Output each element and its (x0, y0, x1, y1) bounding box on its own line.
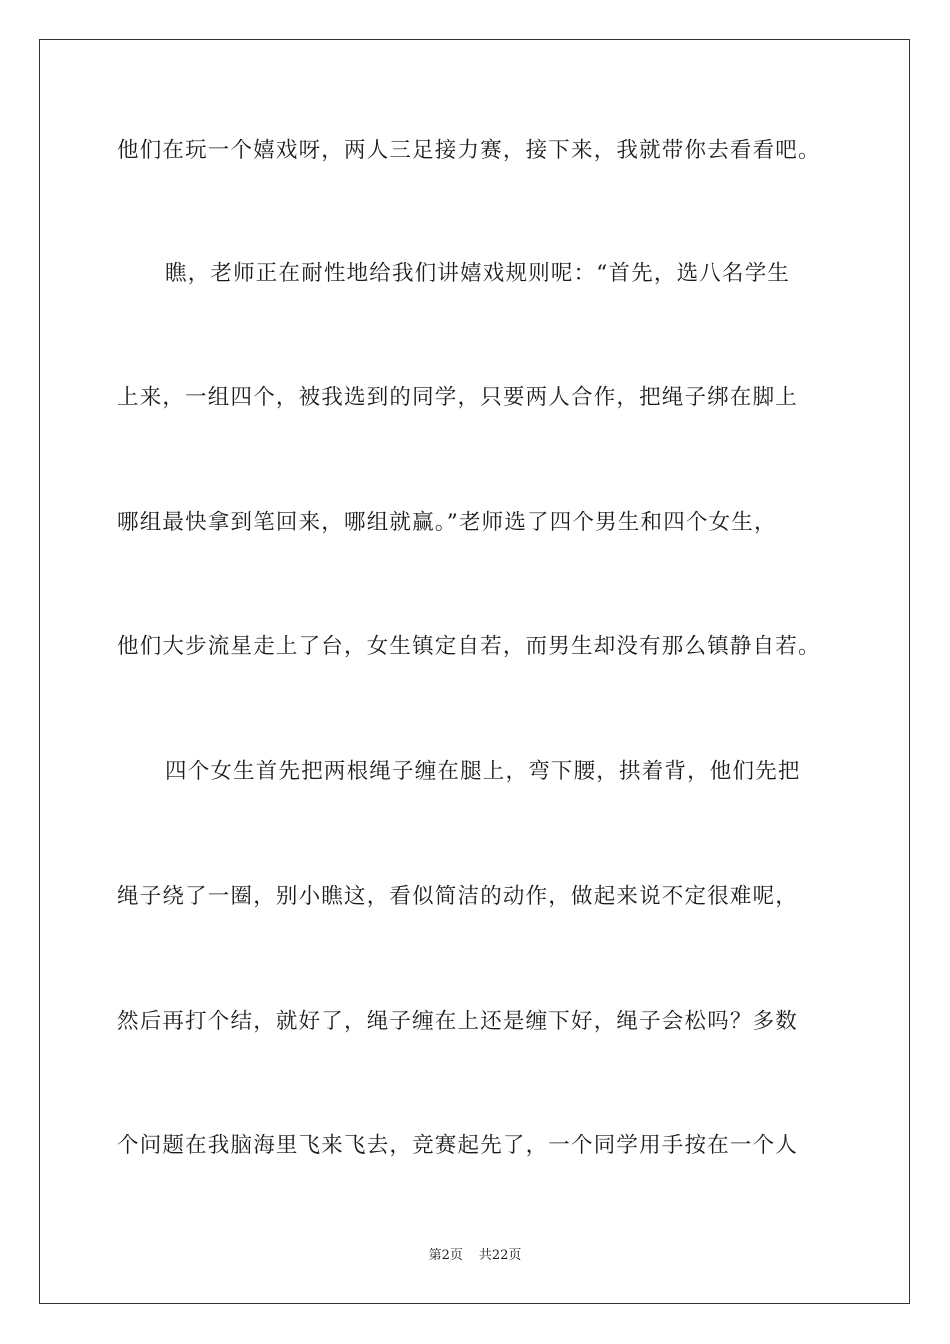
text-line-5: 他们大步流星走上了台，女生镇定自若，而男生却没有那么镇静自若。 (117, 634, 821, 659)
text-line-7: 绳子绕了一圈，别小瞧这，看似简洁的动作，做起来说不定很难呢， (117, 884, 799, 909)
text-line-8: 然后再打个结，就好了，绳子缠在上还是缠下好，绳子会松吗？多数 (117, 1009, 799, 1034)
text-line-3: 上来，一组四个，被我选到的同学，只要两人合作，把绳子绑在脚上 (117, 385, 799, 410)
text-line-1: 他们在玩一个嬉戏呀，两人三足接力赛，接下来，我就带你去看看吧。 (117, 138, 821, 163)
text-line-6: 四个女生首先把两根绳子缠在腿上，弯下腰，拱着背，他们先把 (165, 759, 801, 784)
page-number: 第2页 (428, 1248, 463, 1263)
page-footer (0, 1247, 950, 1265)
text-line-2: 瞧，老师正在耐性地给我们讲嬉戏规则呢：“首先，选八名学生 (165, 261, 791, 286)
page-border (39, 39, 910, 1304)
text-line-4: 哪组最快拿到笔回来，哪组就赢。”老师选了四个男生和四个女生， (117, 510, 777, 535)
page-total: 共22页 (478, 1248, 522, 1263)
text-line-9: 个问题在我脑海里飞来飞去，竞赛起先了，一个同学用手按在一个人 (117, 1133, 799, 1158)
